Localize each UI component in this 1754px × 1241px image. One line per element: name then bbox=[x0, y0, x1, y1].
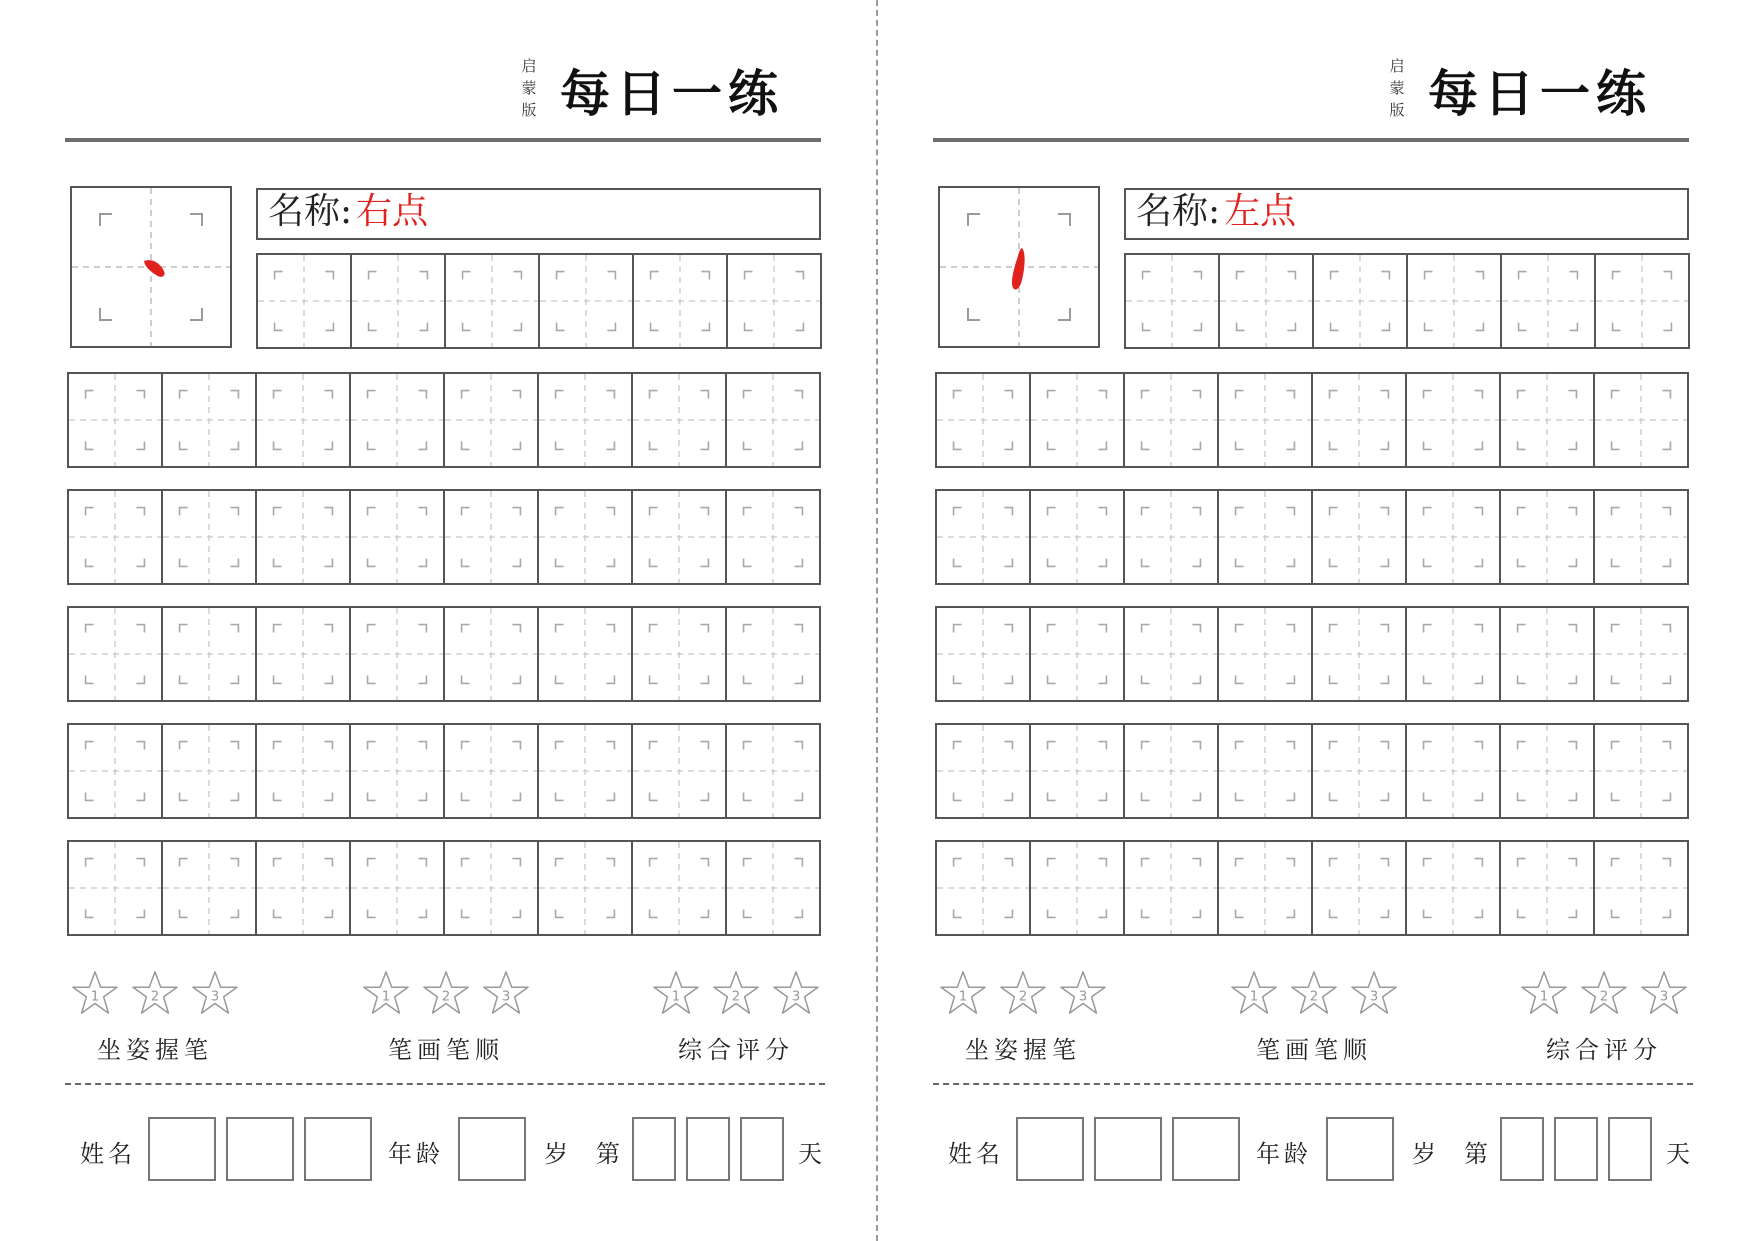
tianzige-cell[interactable] bbox=[67, 606, 163, 702]
star-number: 2 bbox=[441, 989, 451, 1005]
stroke-name-value: 左点 bbox=[1224, 191, 1297, 232]
rating-star-icon[interactable] bbox=[1350, 970, 1398, 1016]
day-input-box[interactable] bbox=[1554, 1117, 1598, 1181]
tianzige-cell[interactable] bbox=[935, 489, 1031, 585]
tianzige-cell[interactable] bbox=[67, 489, 163, 585]
tianzige-cell[interactable] bbox=[443, 723, 539, 819]
rating-star-icon[interactable] bbox=[422, 970, 470, 1016]
rating-label: 综合评分 bbox=[1546, 1036, 1662, 1064]
tianzige-cell[interactable] bbox=[1405, 840, 1501, 936]
tianzige-cell[interactable] bbox=[935, 840, 1031, 936]
star-number: 2 bbox=[1599, 989, 1609, 1005]
tianzige-cell[interactable] bbox=[631, 372, 727, 468]
star-number: 3 bbox=[791, 989, 801, 1005]
tianzige-cell[interactable] bbox=[161, 723, 257, 819]
age-label: 年龄 bbox=[1256, 1140, 1312, 1168]
tianzige-cell[interactable] bbox=[537, 372, 633, 468]
stroke-sample-box bbox=[938, 186, 1100, 348]
stroke-name-value: 右点 bbox=[356, 191, 429, 232]
name-input-box[interactable] bbox=[1172, 1117, 1240, 1181]
age-input-box[interactable] bbox=[1326, 1117, 1394, 1181]
tianzige-cell[interactable] bbox=[161, 840, 257, 936]
tianzige-cell[interactable] bbox=[1593, 606, 1689, 702]
tianzige-cell[interactable] bbox=[1405, 372, 1501, 468]
tianzige-cell[interactable] bbox=[1499, 372, 1595, 468]
stroke-name-box bbox=[256, 188, 821, 240]
tianzige-cell[interactable] bbox=[538, 253, 634, 349]
rating-stroke-order bbox=[1224, 970, 1404, 1065]
tianzige-cell[interactable] bbox=[1311, 372, 1407, 468]
tianzige-cell[interactable] bbox=[1029, 489, 1125, 585]
practice-row bbox=[935, 372, 1689, 468]
tianzige-cell[interactable] bbox=[1500, 253, 1596, 349]
practice-row bbox=[935, 723, 1689, 819]
tianzige-cell[interactable] bbox=[1217, 840, 1313, 936]
footer-dashed-rule bbox=[933, 1083, 1693, 1085]
star-number: 3 bbox=[1078, 989, 1088, 1005]
rating-overall bbox=[646, 970, 826, 1065]
name-input-box[interactable] bbox=[1016, 1117, 1084, 1181]
tianzige-cell[interactable] bbox=[161, 606, 257, 702]
rating-star-icon[interactable] bbox=[652, 970, 700, 1016]
rating-star-icon[interactable] bbox=[1059, 970, 1107, 1016]
day-prefix-label: 第 bbox=[596, 1140, 624, 1168]
tianzige-cell[interactable] bbox=[726, 253, 822, 349]
tianzige-cell[interactable] bbox=[1406, 253, 1502, 349]
tianzige-cell[interactable] bbox=[537, 606, 633, 702]
practice-row bbox=[935, 489, 1689, 585]
tianzige-cell[interactable] bbox=[935, 372, 1031, 468]
tianzige-cell[interactable] bbox=[1029, 840, 1125, 936]
rating-star-icon[interactable] bbox=[131, 970, 179, 1016]
tianzige-cell[interactable] bbox=[349, 372, 445, 468]
tianzige-cell[interactable] bbox=[67, 372, 163, 468]
tianzige-cell[interactable] bbox=[349, 840, 445, 936]
footer-dashed-rule bbox=[65, 1083, 825, 1085]
tianzige-cell[interactable] bbox=[537, 489, 633, 585]
tianzige-cell[interactable] bbox=[443, 489, 539, 585]
tianzige-cell[interactable] bbox=[725, 723, 821, 819]
rating-star-icon[interactable] bbox=[482, 970, 530, 1016]
day-input-box[interactable] bbox=[1608, 1117, 1652, 1181]
rating-star-icon[interactable] bbox=[1580, 970, 1628, 1016]
rating-star-icon[interactable] bbox=[1230, 970, 1278, 1016]
tianzige-cell[interactable] bbox=[1217, 372, 1313, 468]
rating-star-icon[interactable] bbox=[939, 970, 987, 1016]
tianzige-cell[interactable] bbox=[67, 723, 163, 819]
edition-char: 蒙 bbox=[1389, 79, 1405, 97]
tianzige-cell[interactable] bbox=[1217, 606, 1313, 702]
practice-row bbox=[67, 606, 821, 702]
rating-star-icon[interactable] bbox=[191, 970, 239, 1016]
rating-star-icon[interactable] bbox=[772, 970, 820, 1016]
rating-star-icon[interactable] bbox=[1290, 970, 1338, 1016]
tianzige-cell[interactable] bbox=[1123, 723, 1219, 819]
edition-char: 启 bbox=[521, 57, 537, 75]
rating-label: 笔画笔顺 bbox=[388, 1036, 504, 1064]
tianzige-cell[interactable] bbox=[1594, 253, 1690, 349]
practice-row bbox=[935, 840, 1689, 936]
star-number: 3 bbox=[210, 989, 220, 1005]
edition-char: 版 bbox=[521, 101, 537, 119]
tianzige-cell[interactable] bbox=[631, 606, 727, 702]
tianzige-cell[interactable] bbox=[1499, 606, 1595, 702]
tianzige-cell[interactable] bbox=[256, 253, 352, 349]
rating-star-icon[interactable] bbox=[1520, 970, 1568, 1016]
star-number: 3 bbox=[501, 989, 511, 1005]
rating-star-icon[interactable] bbox=[362, 970, 410, 1016]
star-number: 1 bbox=[958, 989, 968, 1005]
tianzige-cell[interactable] bbox=[349, 723, 445, 819]
star-group bbox=[933, 970, 1113, 1016]
tianzige-cell[interactable] bbox=[1311, 840, 1407, 936]
tianzige-cell[interactable] bbox=[631, 489, 727, 585]
header-rule bbox=[933, 138, 1689, 142]
tianzige-cell[interactable] bbox=[1029, 372, 1125, 468]
star-number: 1 bbox=[381, 989, 391, 1005]
star-group bbox=[646, 970, 826, 1016]
star-group bbox=[65, 970, 245, 1016]
tianzige-cell[interactable] bbox=[935, 606, 1031, 702]
rating-stroke-order bbox=[356, 970, 536, 1065]
stroke-name-label: 名称: bbox=[268, 191, 353, 232]
star-number: 3 bbox=[1659, 989, 1669, 1005]
tianzige-cell[interactable] bbox=[1311, 723, 1407, 819]
tianzige-cell[interactable] bbox=[1499, 840, 1595, 936]
day-suffix-label: 天 bbox=[1666, 1140, 1694, 1168]
worksheet-title: 每日一练 bbox=[1428, 65, 1652, 123]
tianzige-cell[interactable] bbox=[632, 253, 728, 349]
practice-row bbox=[256, 253, 822, 349]
tianzige-cell[interactable] bbox=[349, 606, 445, 702]
name-input-box[interactable] bbox=[226, 1117, 294, 1181]
star-number: 1 bbox=[671, 989, 681, 1005]
rating-label: 坐姿握笔 bbox=[965, 1036, 1081, 1064]
day-input-box[interactable] bbox=[1500, 1117, 1544, 1181]
day-input-box[interactable] bbox=[632, 1117, 676, 1181]
tianzige-cell[interactable] bbox=[1029, 723, 1125, 819]
tianzige-cell[interactable] bbox=[725, 489, 821, 585]
tianzige-cell[interactable] bbox=[1405, 489, 1501, 585]
tianzige-cell[interactable] bbox=[725, 606, 821, 702]
rating-star-icon[interactable] bbox=[712, 970, 760, 1016]
edition-label bbox=[1386, 55, 1408, 121]
star-number: 1 bbox=[1249, 989, 1259, 1005]
tianzige-cell[interactable] bbox=[537, 840, 633, 936]
tianzige-cell[interactable] bbox=[255, 606, 351, 702]
practice-row bbox=[67, 372, 821, 468]
tianzige-cell[interactable] bbox=[1405, 723, 1501, 819]
tianzige-cell[interactable] bbox=[255, 372, 351, 468]
name-label: 姓名 bbox=[80, 1140, 136, 1168]
star-number: 1 bbox=[90, 989, 100, 1005]
star-group bbox=[356, 970, 536, 1016]
age-unit-label: 岁 bbox=[1412, 1140, 1440, 1168]
edition-char: 启 bbox=[1389, 57, 1405, 75]
tianzige-cell[interactable] bbox=[1593, 723, 1689, 819]
tianzige-cell[interactable] bbox=[1499, 723, 1595, 819]
tianzige-cell[interactable] bbox=[1029, 606, 1125, 702]
name-input-box[interactable] bbox=[304, 1117, 372, 1181]
stroke-name-box bbox=[1124, 188, 1689, 240]
tianzige-cell[interactable] bbox=[1124, 253, 1220, 349]
tianzige-cell[interactable] bbox=[631, 723, 727, 819]
rating-star-icon[interactable] bbox=[71, 970, 119, 1016]
tianzige-cell[interactable] bbox=[255, 723, 351, 819]
tianzige-cell[interactable] bbox=[350, 253, 446, 349]
tianzige-cell[interactable] bbox=[1218, 253, 1314, 349]
tianzige-cell[interactable] bbox=[537, 723, 633, 819]
day-prefix-label: 第 bbox=[1464, 1140, 1492, 1168]
stroke-name-label: 名称: bbox=[1136, 191, 1221, 232]
age-label: 年龄 bbox=[388, 1140, 444, 1168]
edition-char: 版 bbox=[1389, 101, 1405, 119]
day-input-box[interactable] bbox=[740, 1117, 784, 1181]
rating-label: 综合评分 bbox=[678, 1036, 794, 1064]
tianzige-cell[interactable] bbox=[161, 372, 257, 468]
edition-label bbox=[518, 55, 540, 121]
rating-label: 笔画笔顺 bbox=[1256, 1036, 1372, 1064]
tianzige-cell[interactable] bbox=[255, 840, 351, 936]
day-suffix-label: 天 bbox=[798, 1140, 826, 1168]
practice-row bbox=[67, 489, 821, 585]
star-number: 2 bbox=[1018, 989, 1028, 1005]
star-number: 2 bbox=[150, 989, 160, 1005]
worksheet-title: 每日一练 bbox=[560, 65, 784, 123]
tianzige-cell[interactable] bbox=[1217, 489, 1313, 585]
day-input-box[interactable] bbox=[686, 1117, 730, 1181]
practice-row bbox=[67, 840, 821, 936]
tianzige-cell[interactable] bbox=[1593, 840, 1689, 936]
rating-overall bbox=[1514, 970, 1694, 1065]
tianzige-cell[interactable] bbox=[1123, 606, 1219, 702]
rating-star-icon[interactable] bbox=[1640, 970, 1688, 1016]
practice-row bbox=[67, 723, 821, 819]
star-number: 1 bbox=[1539, 989, 1549, 1005]
rating-posture bbox=[933, 970, 1113, 1065]
tianzige-cell[interactable] bbox=[631, 840, 727, 936]
age-input-box[interactable] bbox=[458, 1117, 526, 1181]
age-unit-label: 岁 bbox=[544, 1140, 572, 1168]
tianzige-cell[interactable] bbox=[1311, 606, 1407, 702]
tianzige-cell[interactable] bbox=[1593, 489, 1689, 585]
edition-char: 蒙 bbox=[521, 79, 537, 97]
name-label: 姓名 bbox=[948, 1140, 1004, 1168]
tianzige-cell[interactable] bbox=[1123, 840, 1219, 936]
worksheet-right bbox=[868, 0, 1745, 1241]
right-dot-stroke-icon bbox=[72, 188, 230, 346]
star-group bbox=[1224, 970, 1404, 1016]
tianzige-cell[interactable] bbox=[255, 489, 351, 585]
tianzige-cell[interactable] bbox=[1405, 606, 1501, 702]
stroke-sample-box bbox=[70, 186, 232, 348]
tianzige-cell[interactable] bbox=[725, 840, 821, 936]
tianzige-cell[interactable] bbox=[443, 840, 539, 936]
rating-label: 坐姿握笔 bbox=[97, 1036, 213, 1064]
star-group bbox=[1514, 970, 1694, 1016]
header-rule bbox=[65, 138, 821, 142]
tianzige-cell[interactable] bbox=[349, 489, 445, 585]
tianzige-cell[interactable] bbox=[1311, 489, 1407, 585]
tianzige-cell[interactable] bbox=[1123, 489, 1219, 585]
star-number: 2 bbox=[731, 989, 741, 1005]
tianzige-cell[interactable] bbox=[161, 489, 257, 585]
practice-row bbox=[935, 606, 1689, 702]
tianzige-cell[interactable] bbox=[725, 372, 821, 468]
name-input-box[interactable] bbox=[1094, 1117, 1162, 1181]
name-input-box[interactable] bbox=[148, 1117, 216, 1181]
rating-star-icon[interactable] bbox=[999, 970, 1047, 1016]
star-number: 3 bbox=[1369, 989, 1379, 1005]
practice-row bbox=[1124, 253, 1690, 349]
star-number: 2 bbox=[1309, 989, 1319, 1005]
tianzige-cell[interactable] bbox=[444, 253, 540, 349]
tianzige-cell[interactable] bbox=[1499, 489, 1595, 585]
tianzige-cell[interactable] bbox=[935, 723, 1031, 819]
tianzige-cell[interactable] bbox=[1312, 253, 1408, 349]
tianzige-cell[interactable] bbox=[1217, 723, 1313, 819]
left-dot-stroke-icon bbox=[940, 188, 1098, 346]
tianzige-cell[interactable] bbox=[443, 372, 539, 468]
tianzige-cell[interactable] bbox=[67, 840, 163, 936]
tianzige-cell[interactable] bbox=[443, 606, 539, 702]
tianzige-cell[interactable] bbox=[1123, 372, 1219, 468]
tianzige-cell[interactable] bbox=[1593, 372, 1689, 468]
rating-posture bbox=[65, 970, 245, 1065]
